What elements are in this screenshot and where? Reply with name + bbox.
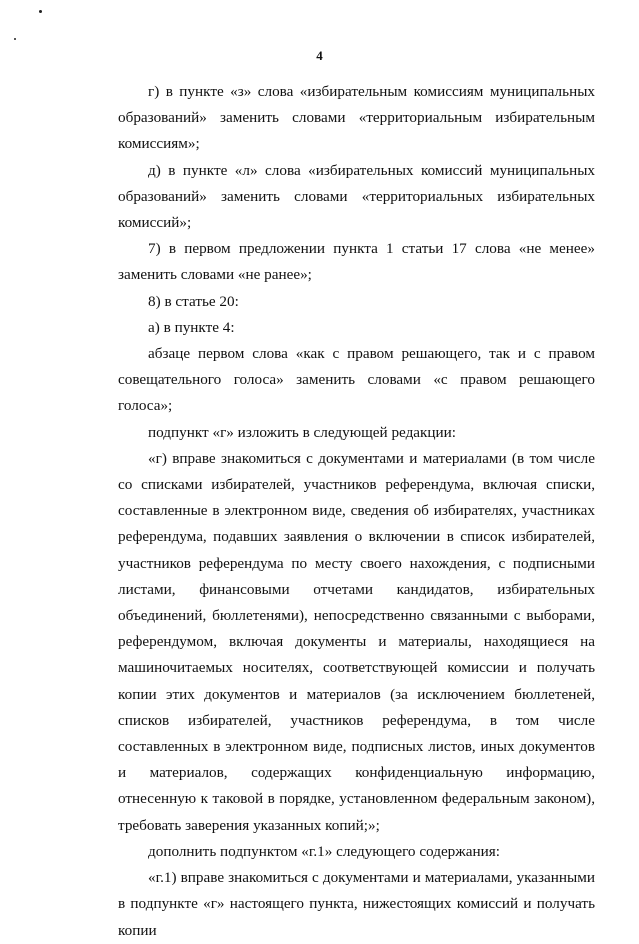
paragraph: 7) в первом предложении пункта 1 статьи 17 слова «не менее» заменить словами «не ранее»; (118, 240, 595, 284)
scan-speck (39, 10, 42, 13)
paragraph: г) в пункте «з» слова «избирательным комиссиям муниципальных образований» заменить словами «территориальным избирательным комиссиям»; (118, 83, 595, 153)
document-body (118, 79, 595, 944)
paragraph: 8) в статье 20: (148, 292, 239, 310)
paragraph: дополнить подпунктом «г.1» следующего содержания: (148, 842, 500, 860)
paragraph: «г) вправе знакомиться с документами и материалами (в том числе со списками избирателей, участников референдума, включая списки, составленные в электронном виде, сведения об избирателях, участниках референдума, подавших заявления о включении в список избирателей, участников референдума по месту своего нахождения, с подписными листами, финансовыми отчетами кандидатов, избирательных объединений, бюллетенями), непосредственно связанными с выборами, референдумом, включая документы и материалы, находящиеся на машиночитаемых носителях, соответствующей комиссии и получать копии этих документов и материалов (за исключением бюллетеней, списков избирателей, участников референдума, в том числе составленных в электронном виде, подписных листов, иных документов и материалов, содержащих конфиденциальную информацию, отнесенную к таковой в порядке, установленном федеральным законом), требовать заверения указанных копий;»; (118, 449, 595, 834)
paragraph: «г.1) вправе знакомиться с документами и материалами, указанными в подпункте «г» настоящего пункта, нижестоящих комиссий и получать копии (118, 869, 595, 939)
paragraph: абзаце первом слова «как с правом решающего, так и с правом совещательного голоса» заменить словами «с правом решающего голоса»; (118, 345, 595, 415)
page-number: 4 (316, 48, 323, 63)
paragraph: д) в пункте «л» слова «избирательных комиссий муниципальных образований» заменить словами «территориальных избирательных комиссий»; (118, 161, 595, 232)
scan-speck (14, 38, 16, 40)
paragraph: подпункт «г» изложить в следующей редакции: (148, 423, 457, 441)
paragraph: а) в пункте 4: (148, 318, 235, 336)
